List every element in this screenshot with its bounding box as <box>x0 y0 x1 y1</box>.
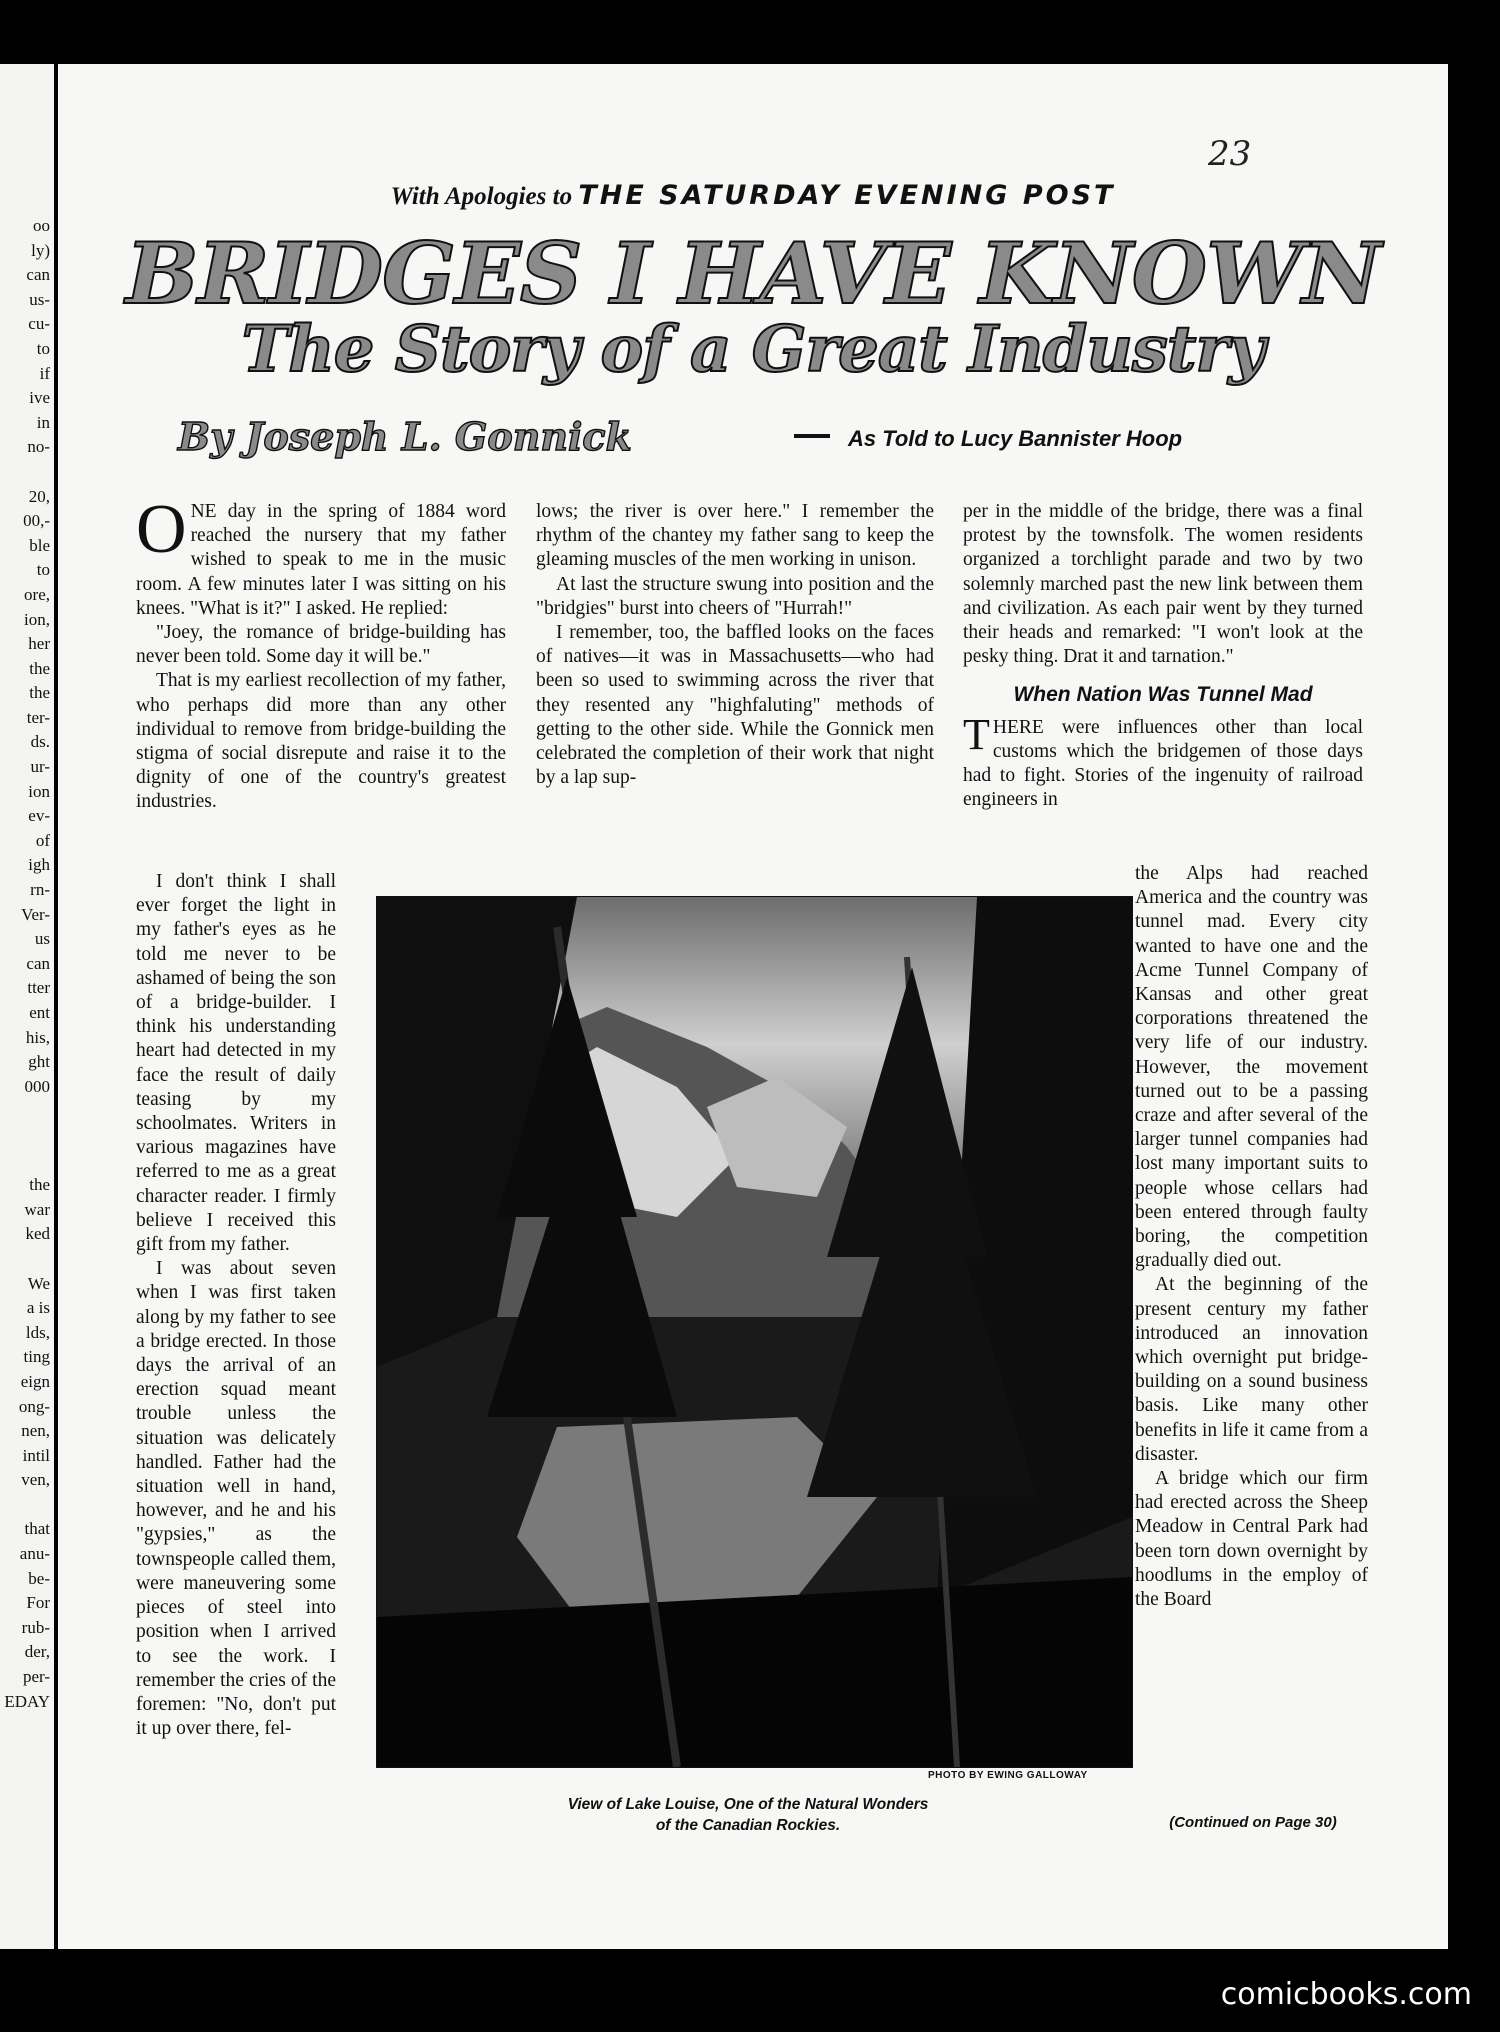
previous-page-fragment: 000 <box>24 1076 50 1096</box>
column-1-top <box>136 491 506 815</box>
previous-page-fragment: a is <box>26 1298 50 1318</box>
drop-cap: T <box>963 709 990 759</box>
photo-caption <box>448 1794 1048 1836</box>
previous-page-fragment: in <box>36 412 50 432</box>
paragraph: THERE were influences other than local customs which the bridgemen of those days had to fight. Stories of the ingenuity of railroad engineers in <box>963 709 1363 811</box>
previous-page-fragment: her <box>28 634 50 654</box>
caption-line: of the Canadian Rockies. <box>655 1817 841 1834</box>
previous-page-fragment: per- <box>22 1667 50 1687</box>
paragraph: That is my earliest recollection of my father, who perhaps did more than any other individual to remove from bridge-building the stigma of social disrepute and raise it to the dignity of one of the country's greatest industries. <box>136 670 506 813</box>
previous-page-fragment: no- <box>27 437 50 457</box>
paragraph: "Joey, the romance of bridge-building has never been told. Some day it will be." <box>136 622 506 668</box>
previous-page-fragment: ur- <box>30 757 50 777</box>
previous-page-fragment: 20, <box>28 486 50 506</box>
previous-page-fragment: ble <box>29 535 50 555</box>
previous-page-fragment: ven, <box>21 1470 50 1490</box>
paragraph: A bridge which our firm had erected across the Sheep Meadow in Central Park had been torn down overnight by hoodlums in the employ of the Board <box>1135 1468 1368 1611</box>
previous-page-fragment: nen, <box>21 1421 50 1441</box>
paragraph: At last the structure swung into position and the "bridgies" burst into cheers of "Hurrah!" <box>536 573 934 619</box>
previous-page-fragment: that <box>24 1519 50 1539</box>
previous-page-fragment: ion, <box>24 609 50 629</box>
column-1-bottom <box>136 870 336 1741</box>
previous-page-fragment <box>0 1149 54 1174</box>
author-name: By Joseph L. Gonnick <box>178 414 632 459</box>
paragraph: the Alps had reached America and the country was tunnel mad. Every city wanted to have one and the Acme Tunnel Company of Kansas and other great corporations threatened the very life of our industry. However, the movement turned out to be a passing craze and after several of the larger tunnel companies had lost many important suits to people whose cellars had been entered through faulty boring, the competition gradually died out. <box>1135 863 1368 1272</box>
previous-page-fragment: ev- <box>28 806 50 826</box>
section-subheading: When Nation Was Tunnel Mad <box>1013 683 1313 707</box>
previous-page-fragment: ly) <box>31 240 50 260</box>
previous-page-fragment: rn- <box>30 880 50 900</box>
paragraph: lows; the river is over here." I remember the rhythm of the chantey my father sang to keep the gleaming muscles of the men working in unison. <box>536 501 934 571</box>
previous-page-fragment: tter <box>27 978 50 998</box>
previous-page-fragment: 00,- <box>23 511 50 531</box>
previous-page-fragment <box>0 1099 54 1124</box>
header-line <box>58 180 1448 211</box>
byline <box>178 414 1328 464</box>
previous-page-fragment: Ver- <box>21 904 50 924</box>
previous-page-fragment: to <box>36 338 50 358</box>
previous-page-fragment: war <box>24 1199 50 1219</box>
subtitle: The Story of a Great Industry <box>241 312 1265 387</box>
previous-page-fragment: ore, <box>24 584 50 604</box>
byline-dash <box>794 434 830 438</box>
drop-cap: O <box>136 491 187 568</box>
lake-louise-photo <box>376 896 1133 1768</box>
previous-page-fragment: be- <box>28 1568 50 1588</box>
paragraph: I was about seven when I was first taken along by my father to see a bridge erected. In those days the arrival of an erection squad meant trouble unless the situation was delicately handled. Father had the situation well in hand, however, and he and his "gypsies," as the townspeople called them, were maneuvering some pieces of steel into position when I arrived to see the work. I remember the cries of the foremen: "No, don't put it up over there, fel- <box>136 1258 336 1740</box>
paragraph: ONE day in the spring of 1884 word reached the nursery that my father wished to speak to me in the music room. A few minutes later I was sitting on his knees. "What is it?" I asked. He replied: <box>136 491 506 619</box>
previous-page-fragment: us- <box>29 289 50 309</box>
previous-page-fragment: of <box>35 830 50 850</box>
apology-magazine: THE SATURDAY EVENING POST <box>578 180 1116 211</box>
previous-page-fragment: ong- <box>18 1396 50 1416</box>
previous-page-fragment: EDAY <box>4 1691 50 1711</box>
handwritten-page-number: 23 <box>1208 134 1252 174</box>
previous-page-fragment: can <box>26 953 50 973</box>
previous-page-fragment <box>0 460 54 485</box>
photo-illustration <box>377 897 1132 1767</box>
paragraph: I don't think I shall ever forget the light in my father's eyes as he told me never to be ashamed of being the son of a bridge-builder. I think his understanding heart had detected in my face the result of daily teasing by my schoolmates. Writers in various magazines have referred to me as a great character reader. I firmly believe I received this gift from my father. <box>136 871 336 1256</box>
column-3-top <box>963 500 1363 812</box>
photo-credit: PHOTO BY EWING GALLOWAY <box>928 1770 1088 1781</box>
told-to: As Told to Lucy Bannister Hoop <box>848 426 1183 451</box>
previous-page-edge <box>0 64 54 1949</box>
previous-page-fragment: lds, <box>25 1322 50 1342</box>
previous-page-fragment: ion <box>28 781 50 801</box>
previous-page-fragment: ting <box>23 1347 50 1367</box>
previous-page-fragment: us <box>34 929 50 949</box>
watermark-text: comicbooks.com <box>1220 1977 1472 2012</box>
paragraph: per in the middle of the bridge, there was a final protest by the townsfolk. The women residents organized a torchlight parade and two by two solemnly marched past the new link between them and civilization. As each pair went by they turned their heads and remarked: "I won't look at the pesky thing. Drat it and tarnation." <box>963 501 1363 668</box>
previous-page-fragment: oo <box>33 216 50 235</box>
previous-page-fragment: the <box>29 658 50 678</box>
previous-page-fragment: ght <box>28 1052 50 1072</box>
previous-page-fragment: if <box>39 363 50 383</box>
previous-page-fragment: For <box>26 1593 50 1613</box>
magazine-page <box>58 64 1448 1949</box>
previous-page-fragment: intil <box>22 1445 50 1465</box>
continued-note: (Continued on Page 30) <box>1169 1814 1337 1831</box>
paragraph: I remember, too, the baffled looks on the faces of natives—it was in Massachusetts—who had been so used to swimming across the river that they resented any "highfaluting" methods of getting to the other side. While the Gonnick men celebrated the completion of their work that night by a lap sup- <box>536 622 934 789</box>
previous-page-fragment: der, <box>24 1642 50 1662</box>
previous-page-fragment: the <box>29 683 50 703</box>
caption-line: View of Lake Louise, One of the Natural Wonders <box>567 1796 929 1813</box>
previous-page-fragment: rub- <box>21 1617 50 1637</box>
previous-page-fragment: igh <box>28 855 50 875</box>
previous-page-fragment <box>0 1124 54 1149</box>
previous-page-fragment: ds. <box>30 732 50 752</box>
previous-page-fragment <box>0 1247 54 1272</box>
previous-page-fragment: anu- <box>19 1544 50 1564</box>
previous-page-fragment: the <box>29 1175 50 1195</box>
main-title: BRIDGES I HAVE KNOWN <box>125 224 1381 323</box>
previous-page-fragment: ive <box>29 388 50 408</box>
previous-page-fragment: ent <box>29 1003 50 1022</box>
previous-page-fragment: cu- <box>28 314 50 334</box>
previous-page-fragment: We <box>27 1273 50 1293</box>
apology-prefix: With Apologies to <box>390 183 573 210</box>
previous-page-fragment: ked <box>25 1224 50 1244</box>
previous-page-fragment: can <box>26 265 50 285</box>
previous-page-fragment: ter- <box>26 707 50 727</box>
paragraph: At the beginning of the present century my father introduced an innovation which overnight put bridge-building on a sound business basis. Like many other benefits in life it came from a disaster. <box>1135 1274 1368 1465</box>
previous-page-fragment <box>0 1493 54 1518</box>
column-2 <box>536 500 934 790</box>
previous-page-fragment: his, <box>25 1027 50 1047</box>
previous-page-fragment: to <box>36 560 50 580</box>
previous-page-fragment: eign <box>20 1371 50 1391</box>
column-3-bottom <box>1135 862 1368 1612</box>
